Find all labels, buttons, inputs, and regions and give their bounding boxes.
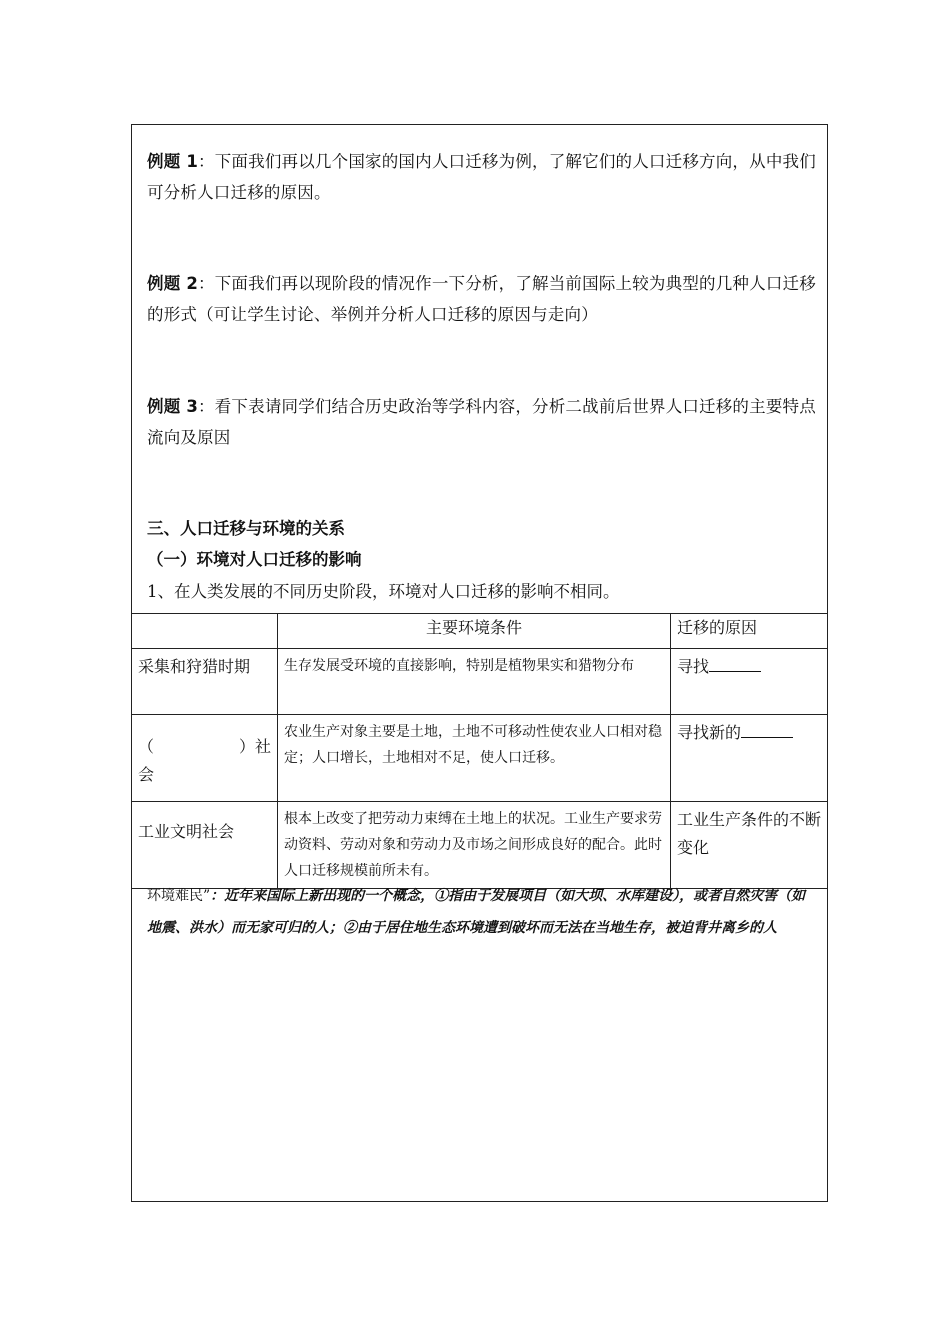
condition-cell: 生存发展受环境的直接影响，特别是植物果实和猎物分布 <box>278 649 671 715</box>
example-1-text: ：下面我们再以几个国家的国内人口迁移为例，了解它们的人口迁移方向，从中我们可分析人口迁移的原因。 <box>147 152 816 202</box>
example-2-text: ：下面我们再以现阶段的情况作一下分析，了解当前国际上较为典型的几种人口迁移的形式（可让学生讨论、举例并分析人口迁移的原因与走向） <box>147 274 816 324</box>
note-term: 环境难民” <box>147 888 211 904</box>
condition-cell: 根本上改变了把劳动力束缚在土地上的状况。工业生产要求劳动资料、劳动对象和劳动力及市场之间形成良好的配合。此时人口迁移规模前所未有。 <box>278 802 671 889</box>
fill-blank[interactable] <box>741 719 793 738</box>
reason-cell <box>671 715 828 802</box>
stage-open-paren: （ <box>138 737 155 756</box>
stage-label: 采集和狩猎时期 <box>138 657 251 676</box>
stage-label: 工业文明社会 <box>138 822 235 841</box>
table-header-row <box>132 614 828 649</box>
example-2 <box>147 268 819 330</box>
stage-cell <box>132 802 278 889</box>
reason-text: 寻找 <box>677 657 710 676</box>
stage-cell <box>132 649 278 715</box>
header-cell-stage <box>132 614 278 649</box>
stage-end: 会 <box>138 765 155 784</box>
fill-blank[interactable] <box>709 653 761 672</box>
example-3-text: ：看下表请同学们结合历史政治等学科内容，分析二战前后世界人口迁移的主要特点流向及原因 <box>147 397 816 447</box>
stage-cell <box>132 715 278 802</box>
condition-cell: 农业生产对象主要是土地，土地不可移动性使农业人口相对稳定；人口增长，土地相对不足，使人口迁移。 <box>278 715 671 802</box>
example-3-label: 例题 3 <box>147 397 199 416</box>
section-3-subtitle: （一）环境对人口迁移的影响 <box>147 550 362 569</box>
example-1-label: 例题 1 <box>147 152 199 171</box>
reason-cell <box>671 649 828 715</box>
reason-text: 寻找新的 <box>677 723 742 742</box>
environment-migration-table <box>131 613 828 889</box>
stage-close-paren: ）社 <box>238 737 271 756</box>
environment-refugee-note <box>147 880 819 944</box>
example-1 <box>147 146 819 208</box>
example-2-label: 例题 2 <box>147 274 199 293</box>
table-row <box>132 715 828 802</box>
note-text: ：近年来国际上新出现的一个概念，①指由于发展项目（如大坝、水库建设），或者自然灾害（如地震、洪水）而无家可归的人；②由于居住地生态环境遭到破坏而无法在当地生存，被迫背井离乡的人 <box>147 888 806 936</box>
section-3-title: 三、人口迁移与环境的关系 <box>147 519 345 538</box>
table-row <box>132 802 828 889</box>
table-row <box>132 649 828 715</box>
example-3 <box>147 391 819 453</box>
reason-cell: 工业生产条件的不断变化 <box>671 802 828 889</box>
header-cell-reason: 迁移的原因 <box>671 614 828 649</box>
section-3-point-1: 1、在人类发展的不同历史阶段，环境对人口迁移的影响不相同。 <box>147 582 620 601</box>
header-cell-condition: 主要环境条件 <box>278 614 671 649</box>
